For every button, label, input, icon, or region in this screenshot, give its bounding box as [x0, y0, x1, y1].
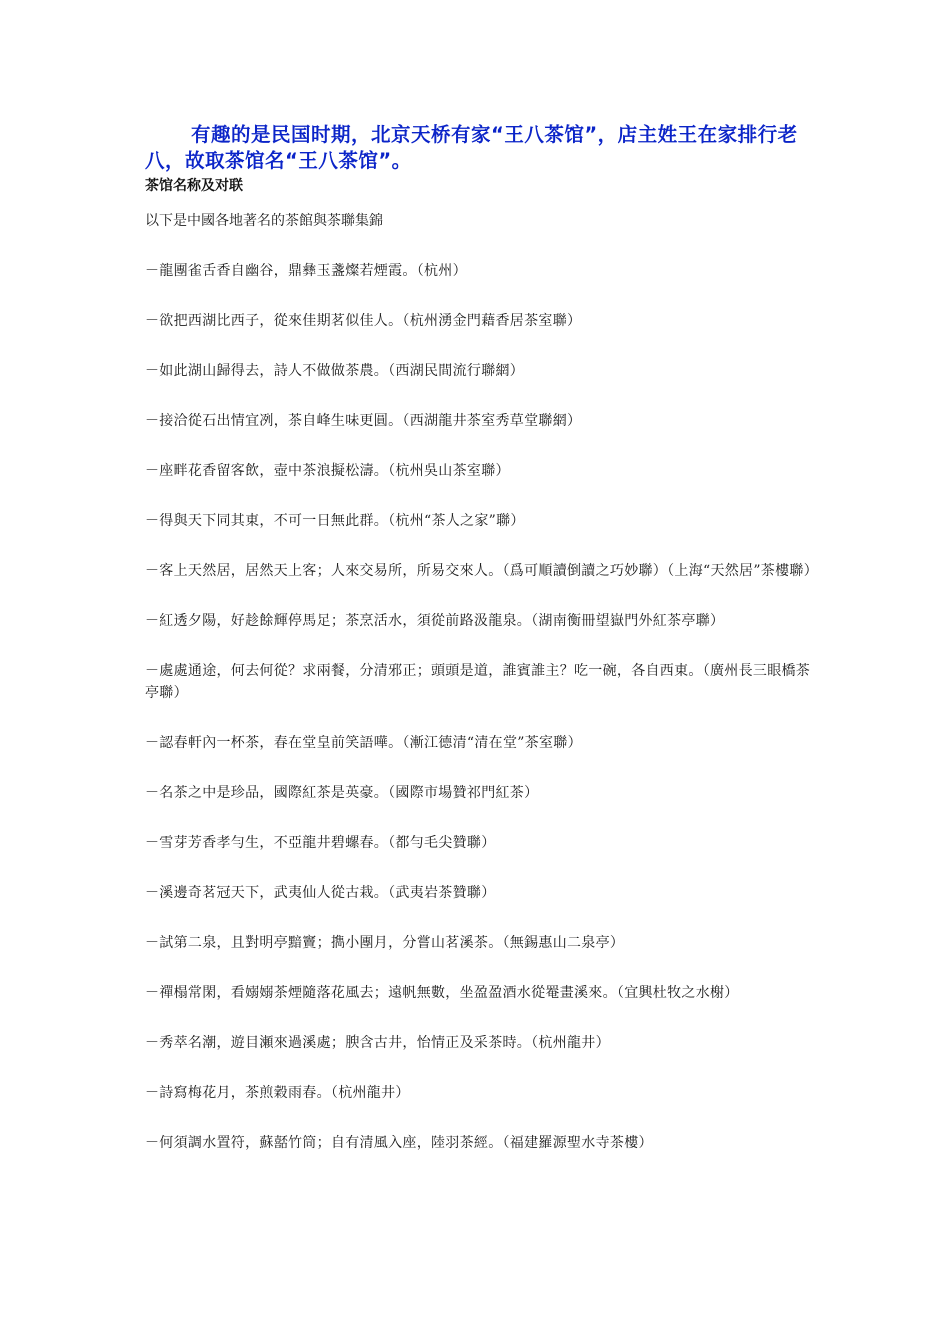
couplet-item: －座畔花香留客飲，壺中茶浪擬松濤。（杭州吳山茶室聯） — [145, 463, 510, 479]
couplet-list — [145, 260, 819, 1154]
couplet-item: －欲把西湖比西子，從來佳期茗似佳人。（杭州湧金門藉香居茶室聯） — [145, 313, 582, 329]
couplet-item: －詩寫梅花月，茶煎穀雨春。（杭州龍井） — [145, 1085, 410, 1101]
couplet-item: －名茶之中是珍品，國際紅茶是英豪。（國際市場贊祁門紅茶） — [145, 785, 539, 801]
couplet-item: －禪榻常閑，看嫋嫋茶煙隨落花風去；遠帆無數，坐盈盈酒水從罨畫溪來。（宜興杜牧之水榭） — [145, 985, 739, 1001]
couplet-item: －試第二泉，且對明亭黯竇；擕小團月，分嘗山茗溪茶。（無錫惠山二泉亭） — [145, 935, 625, 951]
couplet-item: －認春軒內一杯茶，春在堂皇前笑語嘩。（漸江德清“清在堂”茶室聯） — [145, 735, 582, 751]
couplet-item: －處處通途，何去何從？求兩餐，分清邪正；頭頭是道，誰賓誰主？吃一碗，各自西東。（廣州長三眼橋茶亭聯） — [145, 663, 811, 701]
couplet-item: －如此湖山歸得去，詩人不做做茶農。（西湖民間流行聯網） — [145, 363, 525, 379]
couplet-item: －秀萃名潮，遊目瀬來過溪處；腴含古井，怡情正及采茶時。（杭州龍井） — [145, 1035, 610, 1051]
couplet-item: －紅透夕陽，好趁餘輝停馬足；茶烹活水，須從前路汲龍泉。（湖南衡冊望嶽門外紅茶亭聯） — [145, 613, 725, 629]
couplet-item: －得與天下同其東，不可一日無此群。（杭州“茶人之家”聯） — [145, 513, 525, 529]
lead-sentence: 以下是中國各地著名的茶館與茶聯集錦 — [145, 213, 383, 229]
couplet-item: －接洽從石出情宜冽，茶自峰生味更圓。（西湖龍井茶室秀草堂聯網） — [145, 413, 582, 429]
couplet-item: －何須調水置符，蘇嚭竹筒；自有清風入座，陸羽茶經。（福建羅源聖水寺茶樓） — [145, 1135, 653, 1151]
couplet-item: －溪邊奇茗冠天下，武夷仙人從古栽。（武夷岩茶贊聯） — [145, 885, 496, 901]
couplet-item: －客上天然居，居然天上客；人來交易所，所易交來人。（爲可順讀倒讀之巧妙聯）（上海“天然居”茶樓聯） — [145, 563, 819, 579]
section-title: 茶馆名称及对联 — [145, 178, 243, 194]
document-page — [145, 122, 819, 1154]
couplet-item: －龍團雀舌香自幽谷，鼎彝玉盞燦若煙霞。（杭州） — [145, 263, 467, 279]
intro-paragraph: 有趣的是民国时期，北京天桥有家“王八茶馆”，店主姓王在家排行老八，故取茶馆名“王八茶馆”。 — [145, 123, 798, 172]
couplet-item: －雪芽芳香孝勻生，不亞龍井碧螺春。（都勻毛尖贊聯） — [145, 835, 496, 851]
